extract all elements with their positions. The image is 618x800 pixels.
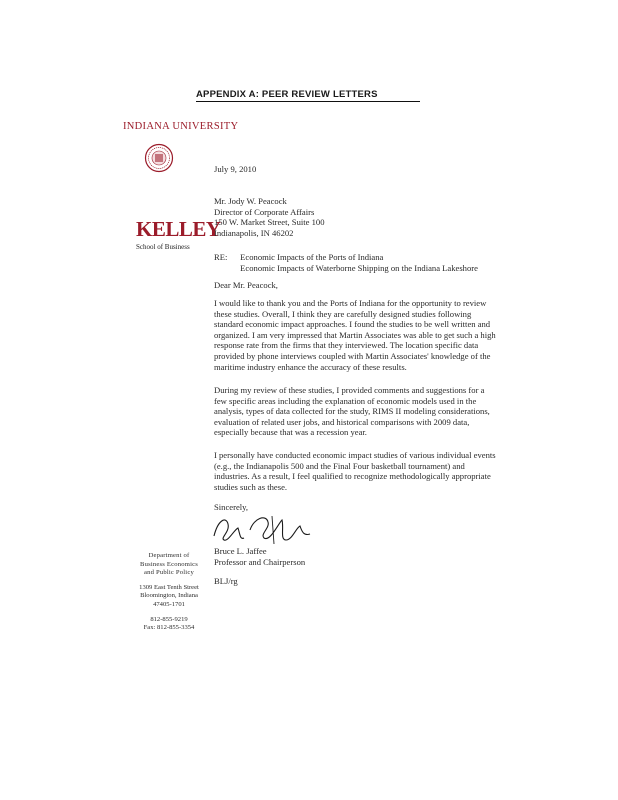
body-paragraph: During my review of these studies, I provided comments and suggestions for a few specific areas including the explanation of economic models used in the analysis, types of data collected for the study, RIMS II modeling considerations, evaluation of related user jobs, and historical comparisons with 2009 data, especially because that was a recession year. <box>214 385 490 438</box>
recipient-address <box>214 196 325 238</box>
signer-block <box>214 546 305 567</box>
address-line: 1309 East Tenth Street <box>139 583 199 591</box>
subject-block <box>214 252 478 273</box>
fax-number: Fax: 812-855-3354 <box>143 624 195 632</box>
subject-line: Economic Impacts of Waterborne Shipping on the Indiana Lakeshore <box>240 262 478 273</box>
department-line: Department of <box>148 552 190 559</box>
university-wordmark: INDIANA UNIVERSITY <box>123 121 239 132</box>
subject-label: RE: <box>214 252 228 262</box>
signer-title: Professor and Chairperson <box>214 556 306 567</box>
address-line: 47405-1701 <box>153 600 185 608</box>
handwritten-signature <box>210 510 320 546</box>
typist-initials: BLJ/rg <box>214 576 238 586</box>
department-line: Business Economics <box>140 560 198 568</box>
body-paragraph: I would like to thank you and the Ports of Indiana for the opportunity to review these studies. Overall, I think they are carefully designed studies following standard economic impact approaches. I found the studies to be well written and organized. I am very impressed that Martin Associates was able to get such a high response rate from the firms that they interviewed. The location specific data provided by phone interviews coupled with Martin Associates' knowledge of the maritime industry enhance the accuracy of these results. <box>214 298 496 372</box>
subject-line: Economic Impacts of the Ports of Indiana <box>240 252 384 262</box>
signer-name: Bruce L. Jaffee <box>214 546 267 556</box>
recipient-line: Indianapolis, IN 46202 <box>214 227 294 238</box>
department-line: and Public Policy <box>144 569 194 577</box>
address-line: Bloomington, Indiana <box>140 592 198 600</box>
body-paragraph: I personally have conducted economic impact studies of various individual events (e.g., the Indianapolis 500 and the Final Four basketball tournament) and industries. As a result, I feel qualified to recognize methodologically appropriate studies such as these. <box>214 450 496 492</box>
iu-seal-icon <box>144 143 174 173</box>
phone-number: 812-855-9219 <box>150 615 188 623</box>
closing: Sincerely, <box>214 502 249 512</box>
recipient-line: 150 W. Market Street, Suite 100 <box>214 217 325 228</box>
appendix-title: APPENDIX A: PEER REVIEW LETTERS <box>196 89 420 102</box>
letterhead-footer <box>137 552 201 633</box>
salutation: Dear Mr. Peacock, <box>214 280 278 290</box>
school-logo: KELLEY <box>136 217 221 241</box>
recipient-line: Director of Corporate Affairs <box>214 206 315 217</box>
recipient-line: Mr. Jody W. Peacock <box>214 196 287 206</box>
letter-date: July 9, 2010 <box>214 164 257 174</box>
school-subtitle: School of Business <box>136 243 190 251</box>
